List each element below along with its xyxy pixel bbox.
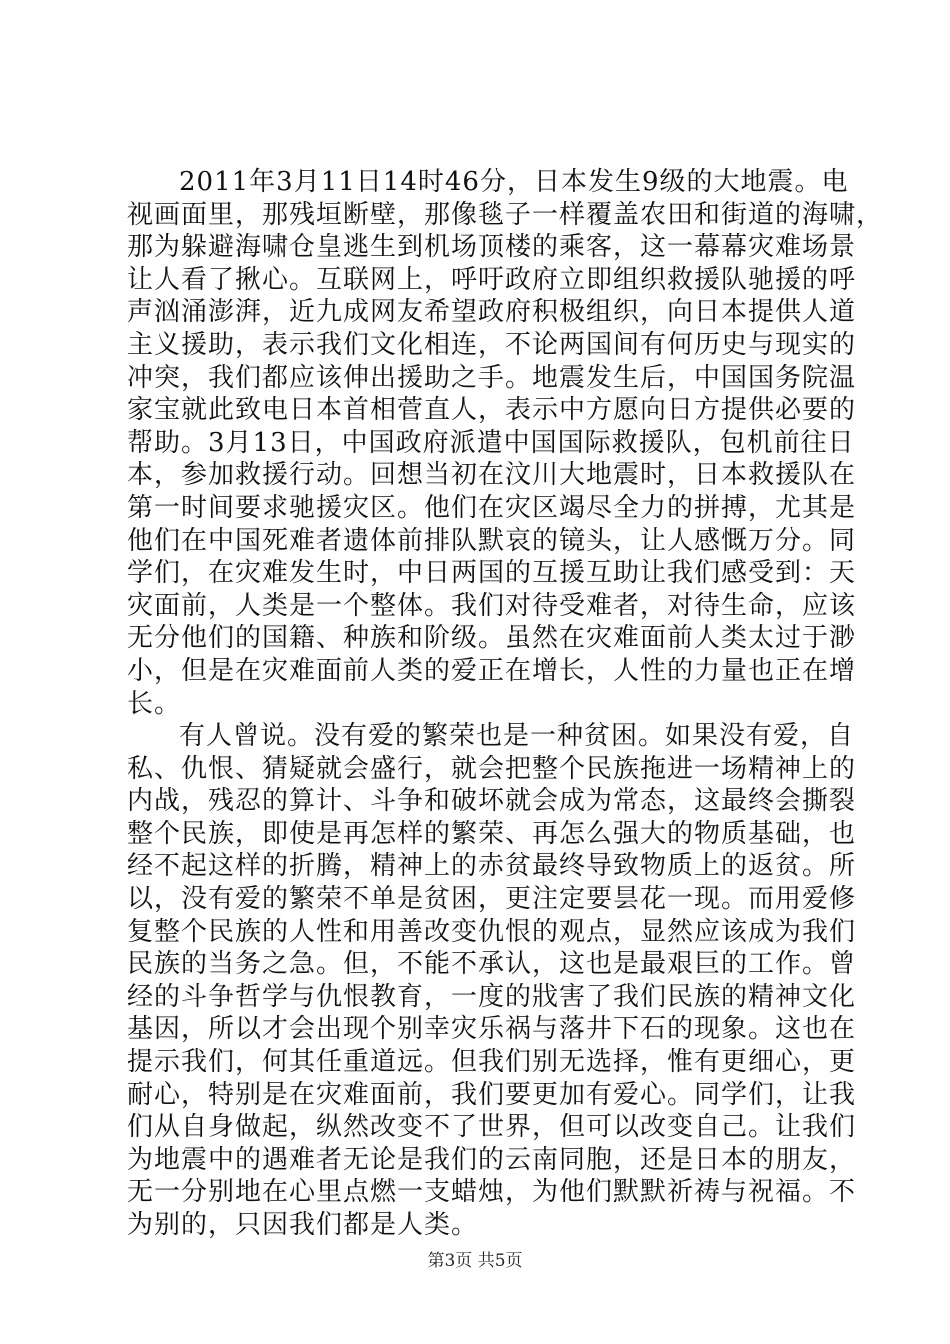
text-line: 提示我们，何其任重道远。但我们别无选择，惟有更细心，更 <box>127 1047 857 1078</box>
text-line: 有人曾说。没有爱的繁荣也是一种贫困。如果没有爱，自 <box>179 721 855 752</box>
text-line: 无分他们的国籍、种族和阶级。虽然在灾难面前人类太过于渺 <box>127 623 857 654</box>
page-number-label: 第3页 共5页 <box>427 1251 523 1271</box>
paragraph-2 <box>127 720 857 1242</box>
text-line: 家宝就此致电日本首相菅直人，表示中方愿向日方提供必要的 <box>127 395 857 426</box>
text-line: 为地震中的遇难者无论是我们的云南同胞，还是日本的朋友， <box>127 1144 857 1175</box>
text-line: 内战，残忍的算计、斗争和破坏就会成为常态，这最终会撕裂 <box>127 786 857 817</box>
text-line: 灾面前，人类是一个整体。我们对待受难者，对待生命，应该 <box>127 590 857 621</box>
text-line: 耐心，特别是在灾难面前，我们要更加有爱心。同学们，让我 <box>127 1079 857 1110</box>
text-line: 为别的，只因我们都是人类。 <box>127 1210 479 1240</box>
text-line: 声汹涌澎湃，近九成网友希望政府积极组织，向日本提供人道 <box>127 297 857 328</box>
text-line: 冲突，我们都应该伸出援助之手。地震发生后，中国国务院温 <box>127 362 857 393</box>
text-line: 无一分别地在心里点燃一支蜡烛，为他们默默祈祷与祝福。不 <box>127 1177 857 1208</box>
text-line: 小，但是在灾难面前人类的爱正在增长，人性的力量也正在增 <box>127 655 857 686</box>
document-body <box>127 166 884 1242</box>
page-footer <box>0 1246 950 1271</box>
text-line: 经不起这样的折腾，精神上的赤贫最终导致物质上的返贫。所 <box>127 851 857 882</box>
text-line: 本，参加救援行动。回想当初在汶川大地震时，日本救援队在 <box>127 460 857 491</box>
text-line: 主义援助，表示我们文化相连，不论两国间有何历史与现实的 <box>127 329 857 360</box>
text-line: 视画面里，那残垣断壁，那像毯子一样覆盖农田和街道的海啸， <box>127 199 884 230</box>
text-line: 长。 <box>127 688 182 719</box>
text-line: 他们在中国死难者遗体前排队默哀的镜头，让人感慨万分。同 <box>127 525 857 556</box>
text-line: 让人看了揪心。互联网上，呼吁政府立即组织救援队驰援的呼 <box>127 264 857 295</box>
text-line: 2011年3月11日14时46分，日本发生9级的大地震。电 <box>179 167 849 197</box>
text-line: 复整个民族的人性和用善改变仇恨的观点，显然应该成为我们 <box>127 916 857 947</box>
text-line: 整个民族，即使是再怎样的繁荣、再怎么强大的物质基础，也 <box>127 818 857 849</box>
text-line: 基因，所以才会出现个别幸灾乐祸与落井下石的现象。这也在 <box>127 1014 857 1045</box>
text-line: 第一时间要求驰援灾区。他们在灾区竭尽全力的拼搏，尤其是 <box>127 492 857 523</box>
paragraph-1 <box>127 166 884 720</box>
text-line: 经的斗争哲学与仇恨教育，一度的戕害了我们民族的精神文化 <box>127 981 857 1012</box>
text-line: 学们，在灾难发生时，中日两国的互援互助让我们感受到：天 <box>127 558 857 589</box>
text-line: 那为躲避海啸仓皇逃生到机场顶楼的乘客，这一幕幕灾难场景 <box>127 232 857 263</box>
text-line: 以，没有爱的繁荣不单是贫困，更注定要昙花一现。而用爱修 <box>127 884 857 915</box>
text-line: 民族的当务之急。但，不能不承认，这也是最艰巨的工作。曾 <box>127 949 857 980</box>
text-line: 私、仇恨、猜疑就会盛行，就会把整个民族拖进一场精神上的 <box>127 753 857 784</box>
text-line: 帮助。3月13日，中国政府派遣中国国际救援队，包机前往日 <box>127 427 855 458</box>
text-line: 们从自身做起，纵然改变不了世界，但可以改变自己。让我们 <box>127 1112 857 1143</box>
